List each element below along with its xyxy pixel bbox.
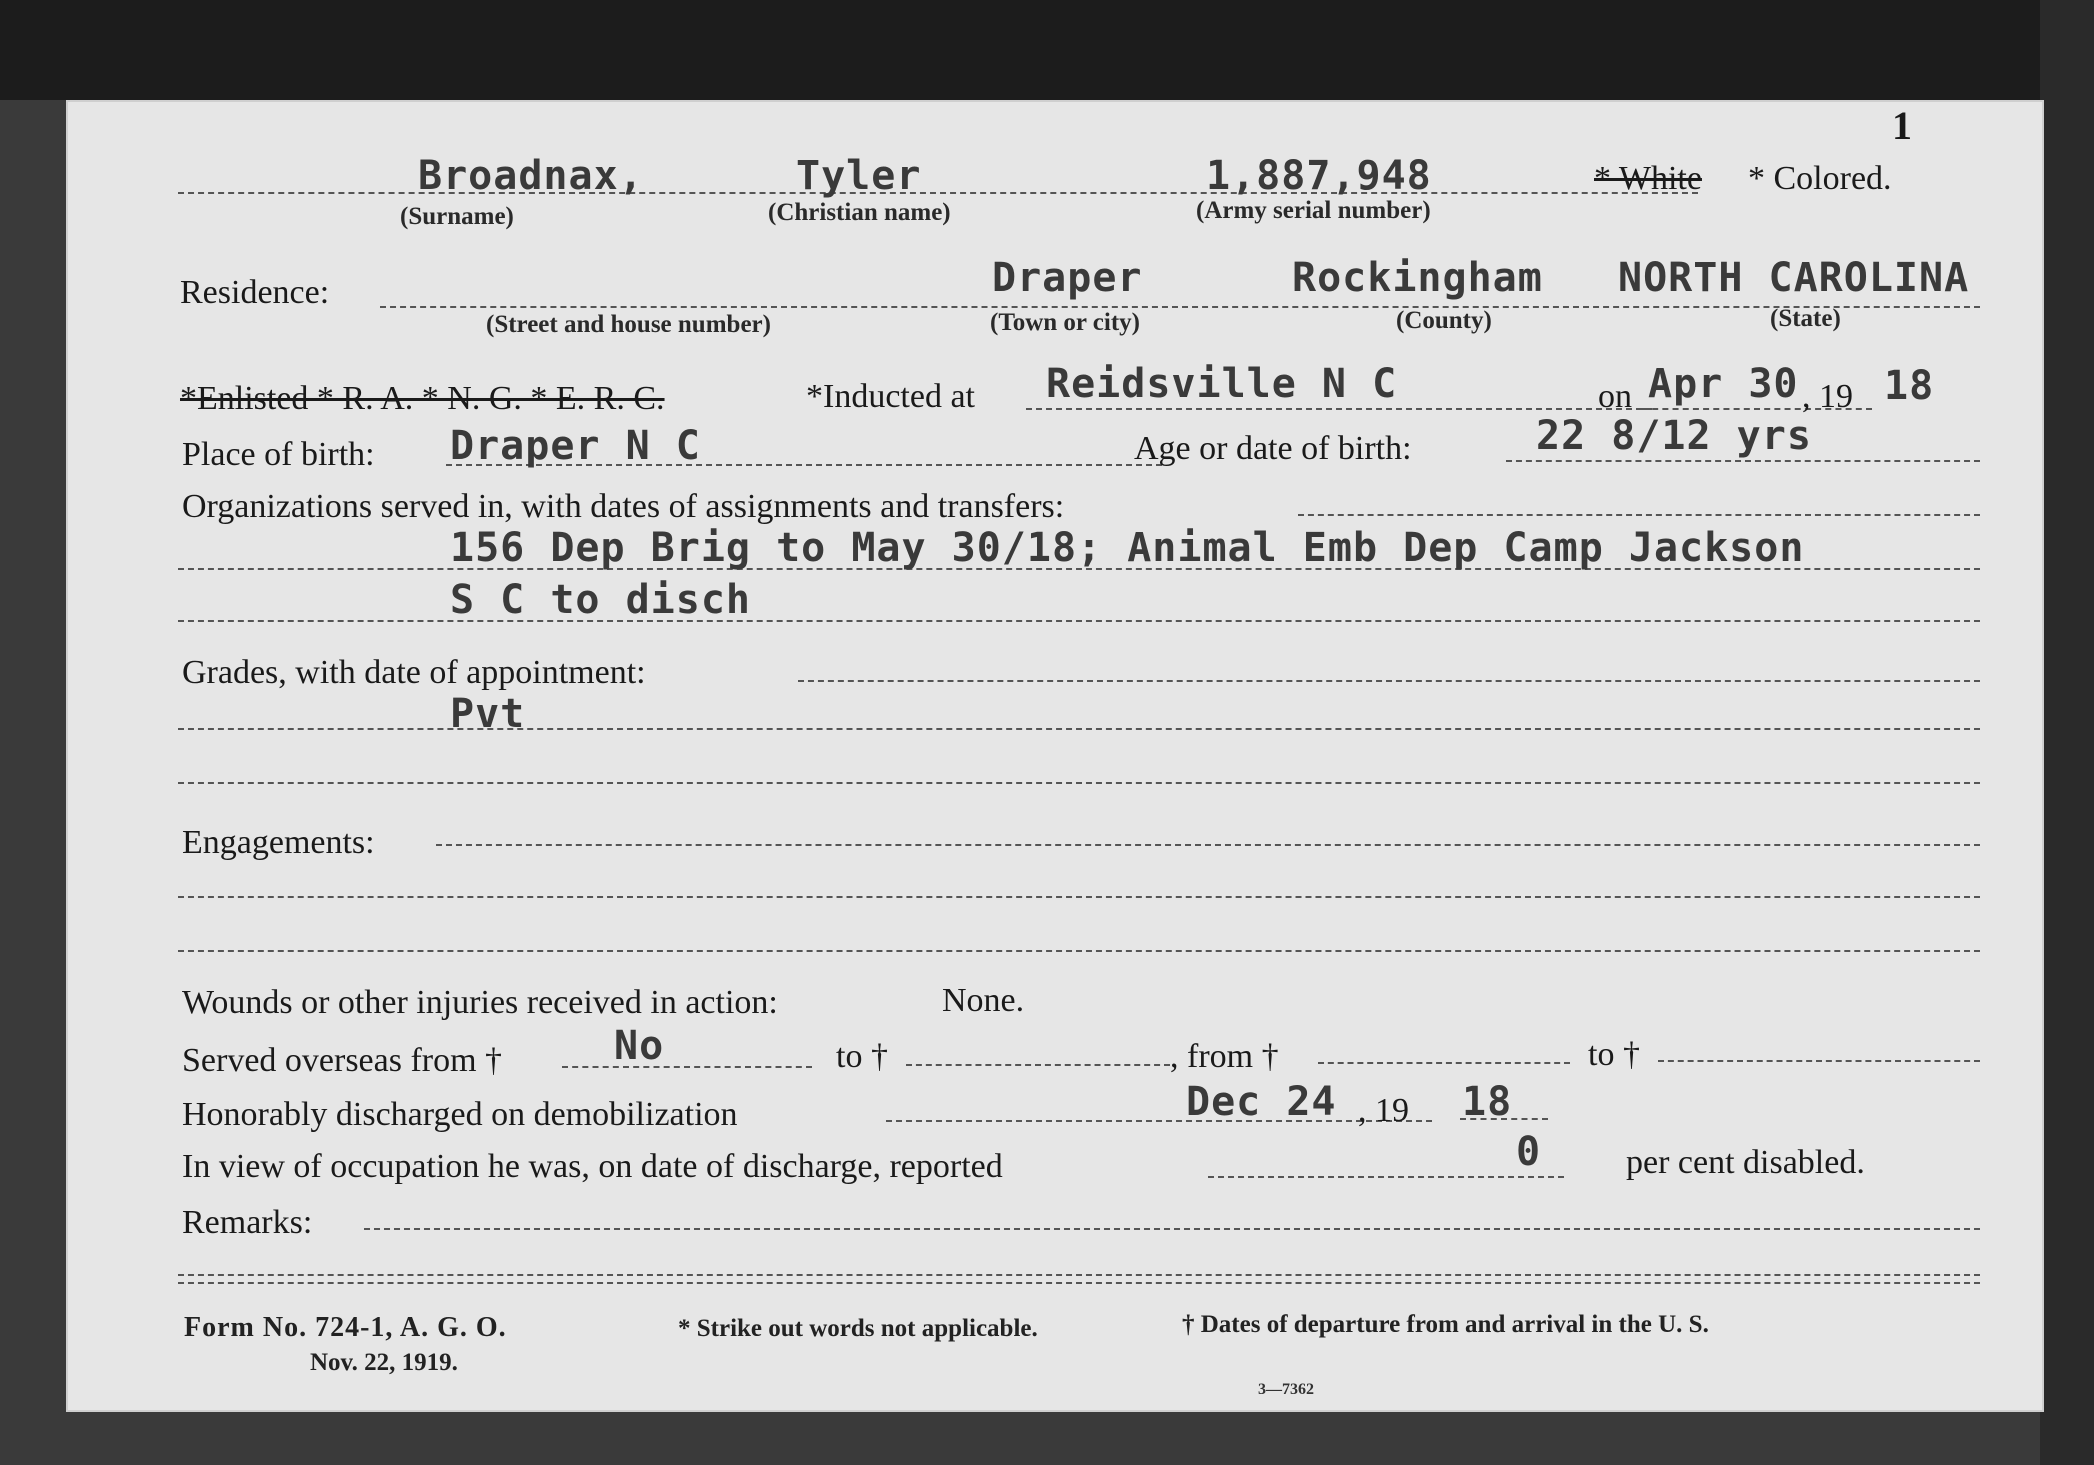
overseas-to-line-1	[906, 1064, 1170, 1066]
remarks-line-2	[178, 1282, 1980, 1284]
grades-line-2	[178, 782, 1980, 784]
scan-background-top	[0, 0, 2094, 100]
organizations-line-2	[178, 620, 1980, 622]
caption-surname: (Surname)	[400, 203, 514, 230]
overseas-value: No	[614, 1023, 665, 1069]
discharge-year-prefix: , 19	[1358, 1092, 1409, 1129]
wounds-label: Wounds or other injuries received in action:	[182, 984, 778, 1021]
disability-line	[1208, 1176, 1564, 1178]
discharge-date-value: Dec 24	[1186, 1079, 1337, 1125]
inducted-place-value: Reidsville N C	[1046, 361, 1398, 407]
disability-suffix: per cent disabled.	[1626, 1144, 1865, 1181]
caption-town: (Town or city)	[990, 309, 1140, 336]
remarks-line-1	[178, 1274, 1980, 1276]
overseas-to-line-2	[1658, 1060, 1980, 1062]
overseas-to-label-2: to †	[1588, 1036, 1640, 1073]
discharge-date-line	[886, 1120, 1432, 1122]
caption-christian-name: (Christian name)	[768, 199, 951, 226]
discharge-label: Honorably discharged on demobilization	[182, 1096, 738, 1133]
dates-note: † Dates of departure from and arrival in the U. S.	[1182, 1311, 1709, 1338]
age-line	[1506, 460, 1980, 462]
overseas-to-label-1: to †	[836, 1038, 888, 1075]
inducted-place-line	[1026, 408, 1652, 410]
residence-label: Residence:	[180, 274, 330, 311]
serial-number-value: 1,887,948	[1206, 153, 1432, 199]
grades-label: Grades, with date of appointment:	[182, 654, 646, 691]
place-of-birth-value: Draper N C	[450, 423, 701, 469]
grades-line-1	[178, 728, 1980, 730]
place-of-birth-label: Place of birth:	[182, 436, 375, 473]
residence-county: Rockingham	[1292, 255, 1543, 301]
wounds-value: None.	[942, 982, 1025, 1019]
remarks-label: Remarks:	[182, 1204, 313, 1241]
organizations-line-0	[1298, 514, 1980, 516]
caption-street: (Street and house number)	[486, 311, 771, 338]
inducted-date-value: Apr 30	[1648, 361, 1799, 407]
card-number: 1	[1892, 103, 1912, 148]
organizations-value-line1: 156 Dep Brig to May 30/18; Animal Emb Dep Camp Jackson	[450, 525, 1805, 571]
discharge-year-value: 18	[1462, 1079, 1513, 1125]
overseas-from-line-2	[1318, 1062, 1570, 1064]
residence-town: Draper	[992, 255, 1143, 301]
white-option: * White	[1594, 160, 1702, 197]
inducted-year-prefix: , 19	[1802, 378, 1853, 415]
overseas-from-label: Served overseas from †	[182, 1042, 503, 1079]
grades-line-0	[798, 680, 1980, 682]
surname-value: Broadnax,	[418, 153, 644, 199]
caption-county: (County)	[1396, 307, 1492, 334]
caption-state: (State)	[1770, 305, 1841, 332]
age-value: 22 8/12 yrs	[1536, 413, 1812, 459]
organizations-label: Organizations served in, with dates of assignments and transfers:	[182, 488, 1065, 525]
caption-serial-number: (Army serial number)	[1196, 197, 1431, 224]
form-date: Nov. 22, 1919.	[310, 1349, 458, 1376]
service-record-card	[66, 100, 2044, 1412]
overseas-from-line	[562, 1066, 812, 1068]
inducted-on-label: on	[1598, 378, 1632, 415]
scan-background-right	[2040, 0, 2094, 1465]
disability-label: In view of occupation he was, on date of discharge, reported	[182, 1148, 1003, 1185]
engagements-line-2	[178, 950, 1980, 952]
overseas-from-label-2: , from †	[1170, 1038, 1279, 1075]
remarks-line-0	[364, 1228, 1980, 1230]
engagements-line-0	[436, 844, 1980, 846]
christian-name-value: Tyler	[796, 153, 922, 199]
organizations-value-line2: S C to disch	[450, 577, 751, 623]
disability-value: 0	[1516, 1129, 1542, 1175]
age-label: Age or date of birth:	[1134, 430, 1412, 467]
inducted-year-value: 18	[1884, 363, 1935, 409]
name-line	[178, 192, 1698, 194]
colored-option: * Colored.	[1748, 160, 1892, 197]
form-number: Form No. 724-1, A. G. O.	[184, 1312, 507, 1343]
print-code: 3—7362	[1258, 1381, 1314, 1398]
strike-note: * Strike out words not applicable.	[678, 1315, 1038, 1342]
residence-state: NORTH CAROLINA	[1618, 255, 1970, 301]
grades-value: Pvt	[450, 691, 526, 737]
engagements-line-1	[178, 896, 1980, 898]
engagements-label: Engagements:	[182, 824, 375, 861]
enlistment-options-struck: *Enlisted * R. A. * N. G. * E. R. C.	[180, 380, 665, 417]
inducted-at-label: *Inducted at	[806, 378, 975, 415]
residence-line	[380, 306, 1980, 308]
